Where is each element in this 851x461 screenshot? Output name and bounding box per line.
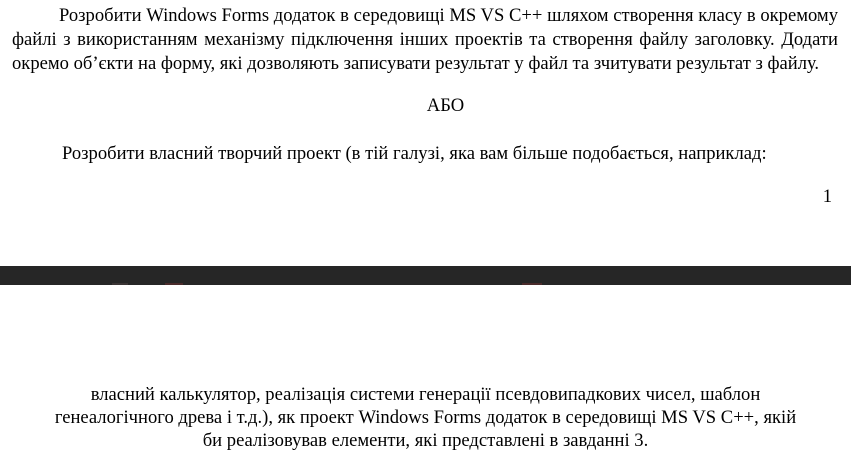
page-number: 1 <box>822 186 832 207</box>
task-paragraph <box>12 4 838 76</box>
continued-paragraph-line: власний калькулятор, реалізація системи генерації псевдовипадкових чисел, шаблон <box>90 384 761 405</box>
continued-paragraph-line: генеалогічного древа і т.д.), як проект Windows Forms додаток в середовищі MS VS C++, якій <box>54 407 797 428</box>
task-paragraph-line: окремому файлі з використанням механізму підключення інших проектів та створення файлу <box>12 5 838 50</box>
task-paragraph-line: Розробити Windows Forms додаток в середовищі MS VS C++ шляхом створення класу в <box>59 5 756 26</box>
task-paragraph-line: зчитувати результат з файлу. <box>593 53 820 74</box>
task-paragraph-line: заголовку. Додати окремо об’єкти на форму, які дозволяють записувати результат у файл та <box>12 29 838 74</box>
continued-paragraph <box>0 383 851 452</box>
continued-paragraph-line: би реалізовував елементи, які представлені в завданні 3. <box>202 430 649 451</box>
page-break-divider <box>0 266 851 285</box>
document-page-2 <box>0 285 851 461</box>
alternative-separator: АБО <box>426 95 465 116</box>
alternative-task-paragraph: Розробити власний творчий проект (в тій галузі, яка вам більше подобається, наприклад: <box>62 143 767 164</box>
